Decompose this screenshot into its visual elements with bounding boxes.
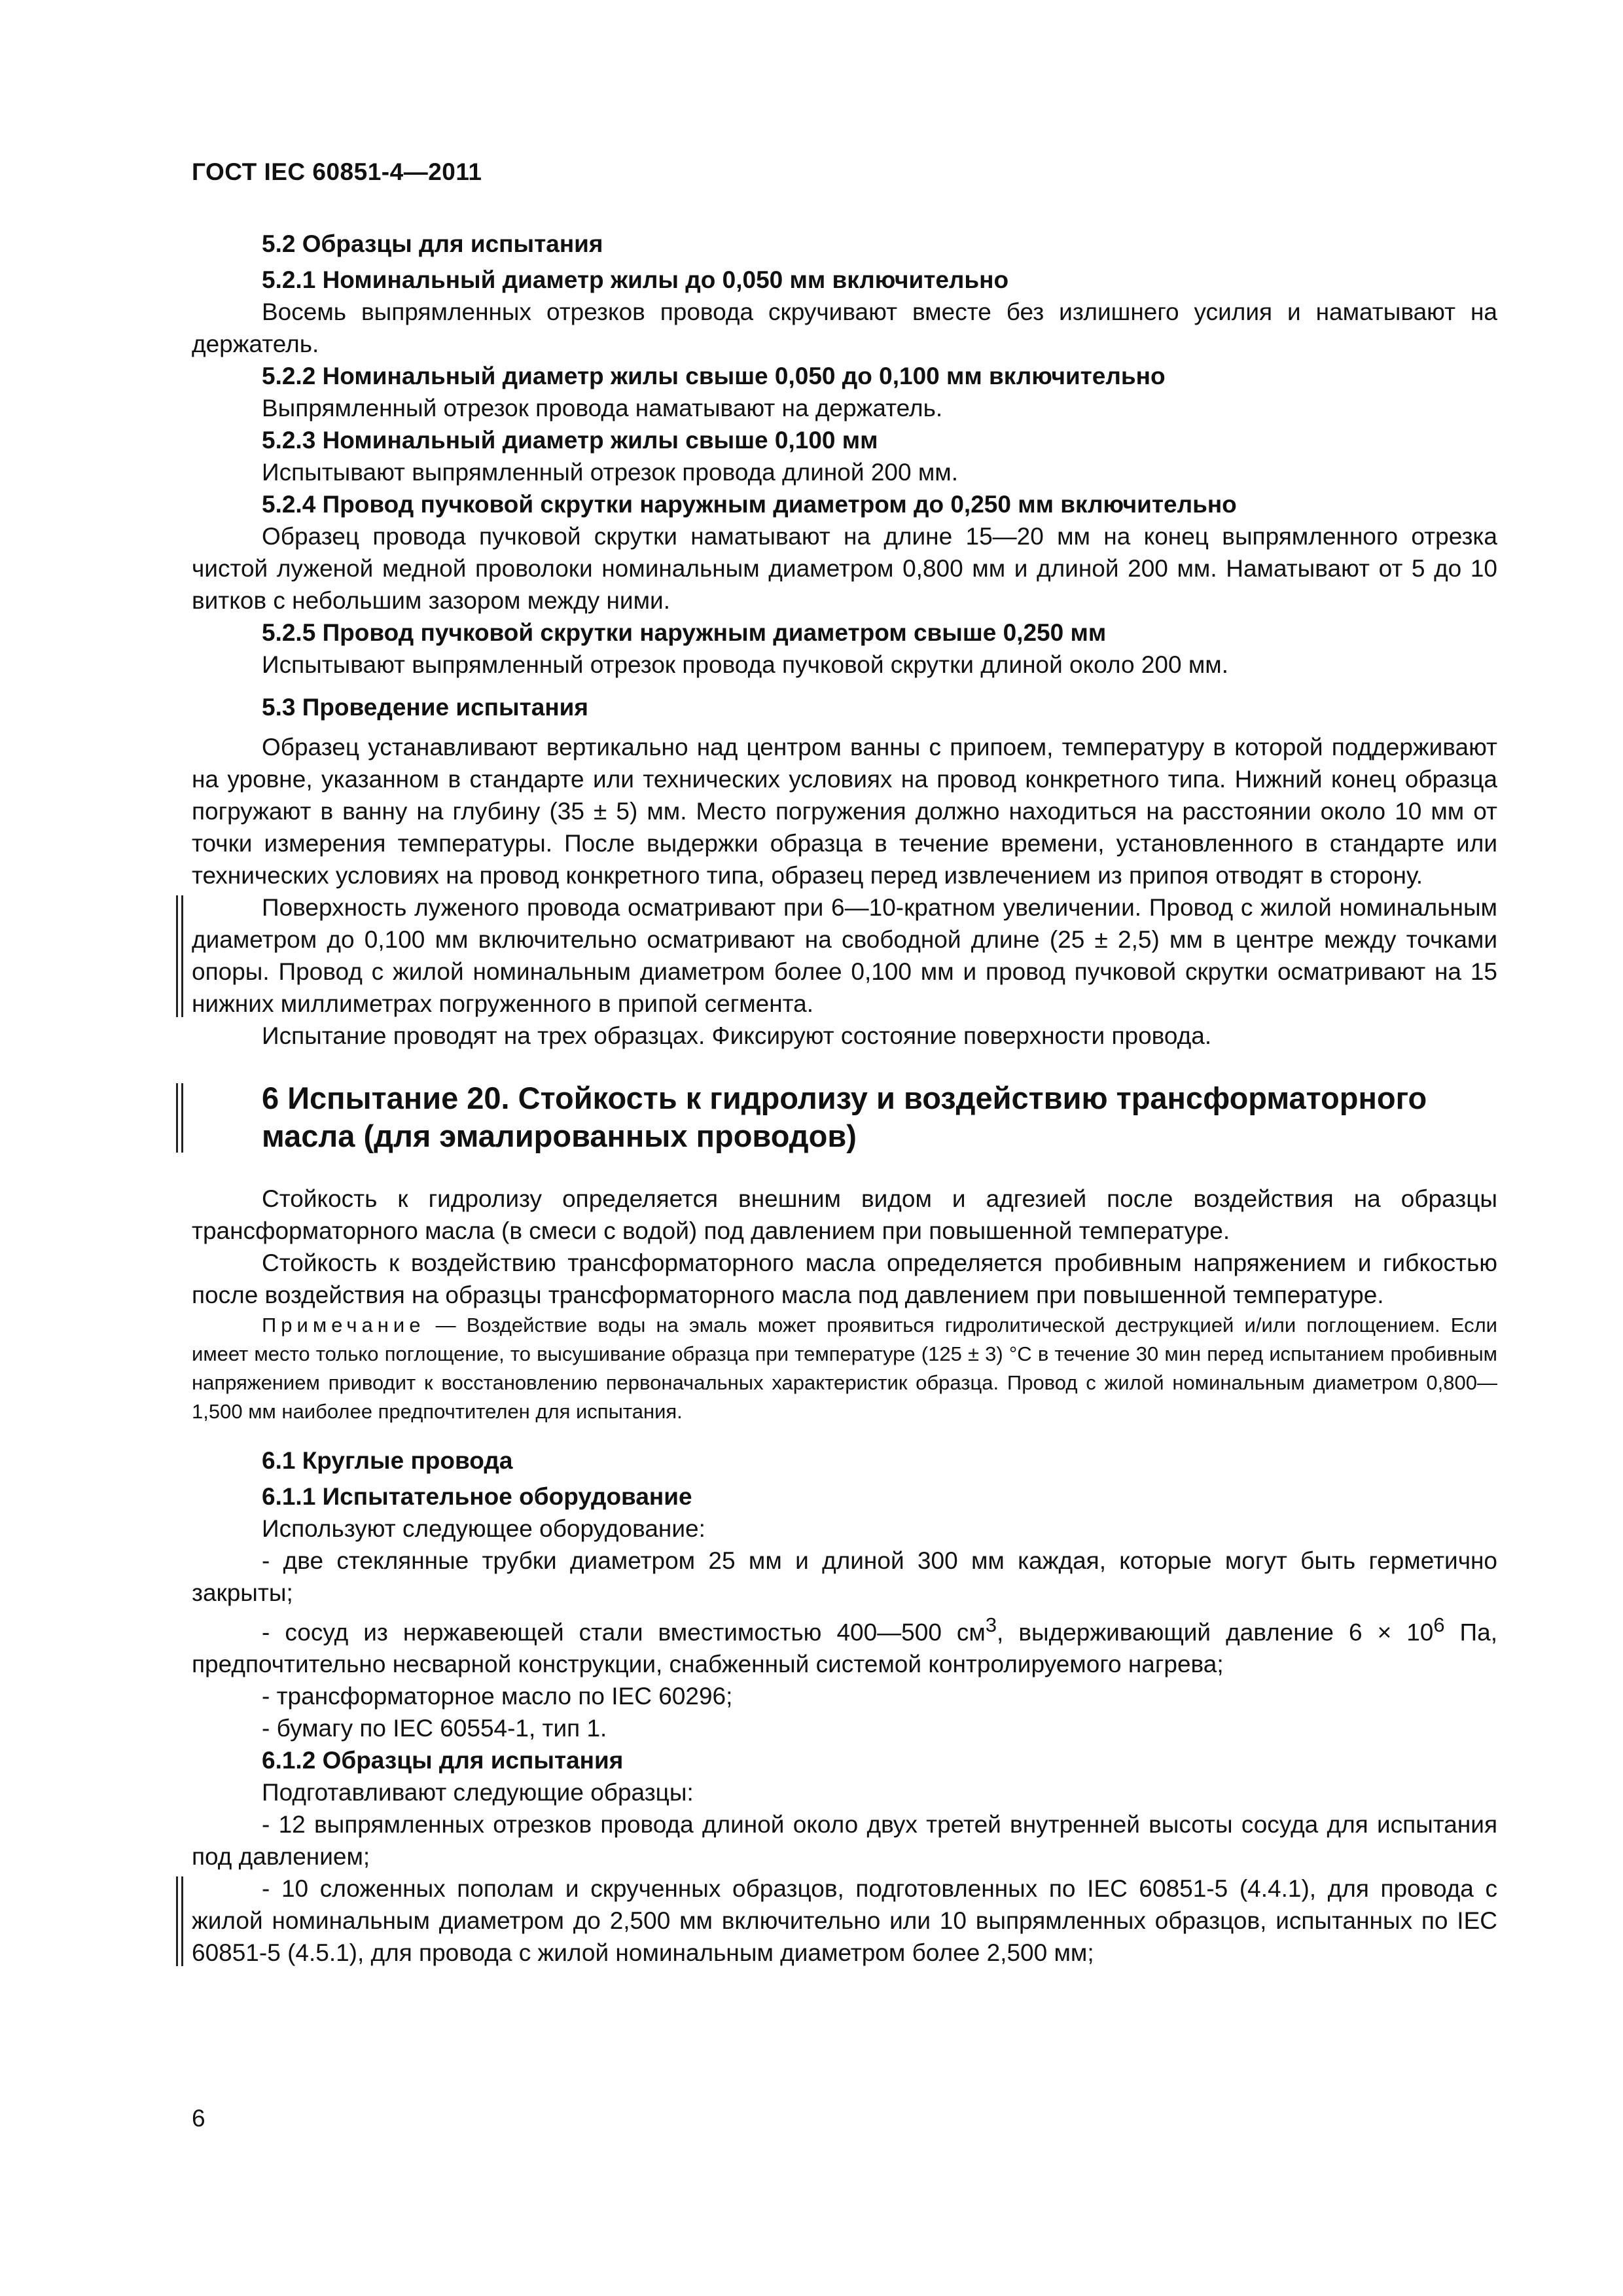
note-label: Примечание — [262, 1314, 425, 1336]
heading-5-2-2: 5.2.2 Номинальный диаметр жилы свыше 0,050 до 0,100 мм включительно — [262, 363, 1166, 389]
document-header: ГОСТ IEC 60851-4—2011 — [192, 158, 482, 185]
revised-paragraph-block — [192, 891, 1497, 1020]
section-6-title-block — [192, 1079, 1497, 1155]
paragraph-5-3-1: Образец устанавливают вертикально над центром ванны с припоем, температуру в которой поддерживают на уровне, указанном в стандарте или технических условиях на провод конкретного типа. Нижний конец образца погружают в ванну на глубину (35 ± 5) мм. Место погружения должно находиться на расстоянии около 10 мм от точки измерения температуры. После выдержки образца в течение времени, установленного в стандарте или технических условиях на провод конкретного типа, образец перед извлечением из припоя отводят в сторону. — [192, 734, 1497, 889]
page-content — [192, 228, 1497, 1969]
change-bar — [176, 1083, 183, 1153]
list-item: - трансформаторное масло по IEC 60296; — [262, 1683, 733, 1710]
paragraph-5-2-1: Восемь выпрямленных отрезков провода скручивают вместе без излишнего усилия и наматывают на держатель. — [192, 298, 1497, 357]
change-bar — [176, 1876, 183, 1966]
heading-5-2-3: 5.2.3 Номинальный диаметр жилы свыше 0,100 мм — [262, 427, 878, 454]
paragraph-6-1: Стойкость к гидролизу определяется внешним видом и адгезией после воздействия на образцы трансформаторного масла (в смеси с водой) под давлением при повышенной температуре. — [192, 1185, 1497, 1244]
heading-5-2: 5.2 Образцы для испытания — [262, 230, 603, 257]
note — [192, 1311, 1497, 1426]
heading-5-2-4: 5.2.4 Провод пучковой скрутки наружным диаметром до 0,250 мм включительно — [262, 491, 1237, 518]
heading-5-2-5: 5.2.5 Провод пучковой скрутки наружным диаметром свыше 0,250 мм — [262, 619, 1107, 646]
paragraph-5-3-3: Испытание проводят на трех образцах. Фиксируют состояние поверхности провода. — [262, 1022, 1212, 1049]
paragraph-5-2-2: Выпрямленный отрезок провода наматывают на держатель. — [262, 395, 943, 422]
list-item: - сосуд из нержавеющей стали вместимостью 400—500 $см^3$, выдерживающий давление $6 \times 10^6$ Па, предпочтительно несварной конструкции, снабженный системой контролируемого нагрева; — [192, 1613, 1497, 1678]
paragraph-5-2-3: Испытывают выпрямленный отрезок провода длиной 200 мм. — [262, 459, 959, 486]
list-item: - бумагу по IEC 60554-1, тип 1. — [262, 1715, 607, 1742]
heading-6-1-2: 6.1.2 Образцы для испытания — [262, 1747, 624, 1774]
paragraph-6-1-2-intro: Подготавливают следующие образцы: — [262, 1779, 694, 1806]
list-item: - две стеклянные трубки диаметром 25 мм и длиной 300 мм каждая, которые могут быть герметично закрыты; — [192, 1547, 1497, 1606]
paragraph-6-1-1-intro: Используют следующее оборудование: — [262, 1515, 705, 1542]
heading-5-3: 5.3 Проведение испытания — [262, 694, 589, 721]
revised-list-block — [192, 1873, 1497, 1969]
paragraph-5-2-5: Испытывают выпрямленный отрезок провода пучковой скрутки длиной около 200 мм. — [262, 651, 1229, 678]
heading-5-2-1: 5.2.1 Номинальный диаметр жилы до 0,050 мм включительно — [262, 266, 1009, 293]
paragraph-5-3-2: Поверхность луженого провода осматривают при 6—10-кратном увеличении. Провод с жилой номинальным диаметром до 0,100 мм включительно осматривают на свободной длине (25 ± 2,5) мм в центре между точками опоры. Провод с жилой номинальным диаметром более 0,100 мм и провод пучковой скрутки осматривают на 15 нижних миллиметрах погруженного в припой сегмента. — [192, 894, 1497, 1017]
paragraph-6-2: Стойкость к воздействию трансформаторного масла определяется пробивным напряжением и гибкостью после воздействия на образцы трансформаторного масла под давлением при повышенной температуре. — [192, 1249, 1497, 1308]
note-text: — Воздействие воды на эмаль может проявиться гидролитической деструкцией и/или поглощением. Если имеет место только поглощение, то высушивание образца при температуре (125 ± 3) °С в течение 30 мин перед испытанием пробивным напряжением приводит к восстановлению первоначальных характеристик образца. Провод с жилой номинальным диаметром 0,800—1,500 мм наиболее предпочтителен для испытания. — [192, 1314, 1497, 1423]
change-bar — [176, 895, 183, 1017]
page-number: 6 — [192, 2105, 205, 2132]
list-item: - 10 сложенных пополам и скрученных образцов, подготовленных по IEC 60851-5 (4.4.1), для провода с жилой номинальным диаметром до 2,500 мм включительно или 10 выпрямленных образцов, испытанных по IEC 60851-5 (4.5.1), для провода с жилой номинальным диаметром более 2,500 мм; — [192, 1875, 1497, 1967]
section-6-title: 6 Испытание 20. Стойкость к гидролизу и воздействию трансформаторного масла (для эмалированных проводов) — [262, 1081, 1427, 1153]
list-item: - 12 выпрямленных отрезков провода длиной около двух третей внутренней высоты сосуда для испытания под давлением; — [192, 1811, 1497, 1871]
heading-6-1-1: 6.1.1 Испытательное оборудование — [262, 1483, 692, 1510]
paragraph-5-2-4: Образец провода пучковой скрутки наматывают на длине 15—20 мм на конец выпрямленного отрезка чистой луженой медной проволоки номинальным диаметром 0,800 мм и длиной 200 мм. Наматывают от 5 до 10 витков с небольшим зазором между ними. — [192, 523, 1497, 614]
heading-6-1: 6.1 Круглые провода — [262, 1447, 513, 1474]
